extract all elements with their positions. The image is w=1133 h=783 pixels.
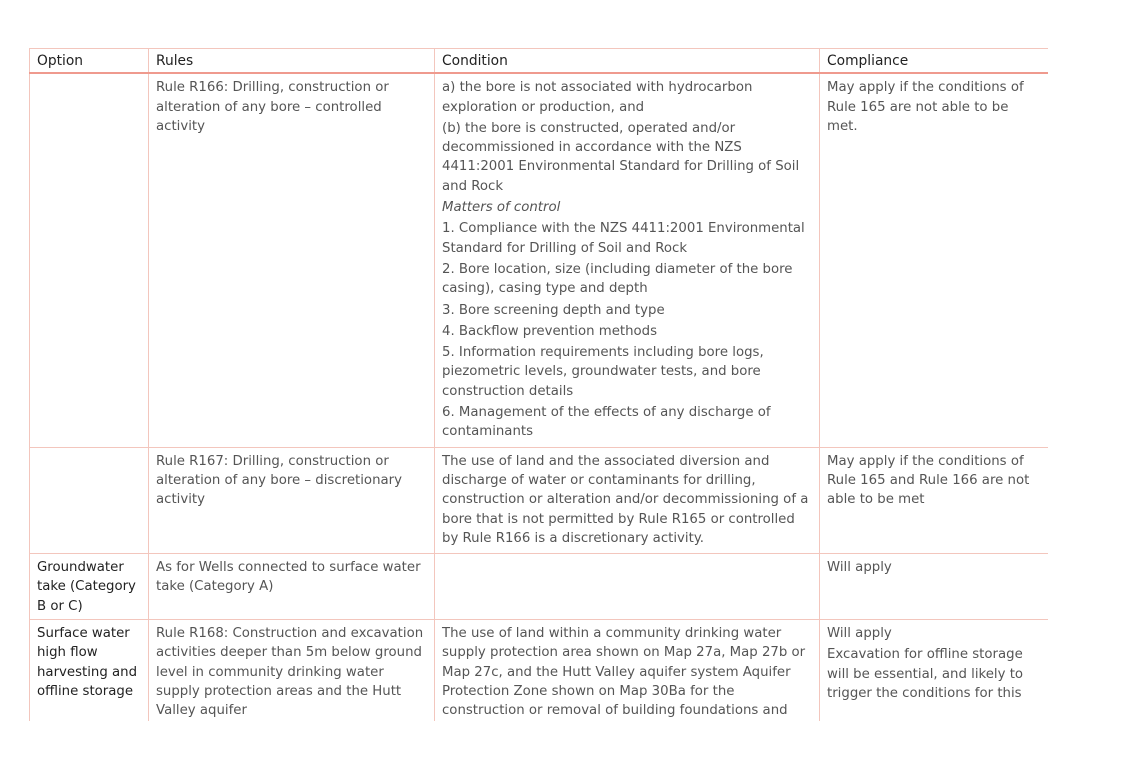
condition-paragraph: The use of land within a community drinking water supply protection area shown on Map 27a, Map 27b or Map 27c, and the Hutt Valley aquifer system Aquifer Protection Zone shown on Map 30Ba for the construction or removal of building foundations and bbox=[442, 626, 806, 719]
rules-table-container bbox=[29, 48, 1048, 721]
condition-list-item: 5. Information requirements including bore logs, piezometric levels, groundwater tests, and bore construction details bbox=[442, 345, 764, 399]
condition-list-item: 6. Management of the effects of any discharge of contaminants bbox=[442, 405, 771, 440]
rules-cell: Rule R167: Drilling, construction or alteration of any bore – discretionary activity bbox=[149, 447, 435, 553]
condition-list-item: 1. Compliance with the NZS 4411:2001 Environmental Standard for Drilling of Soil and Rock bbox=[442, 221, 805, 256]
condition-paragraph: The use of land and the associated diversion and discharge of water or contaminants for drilling, construction or alteration and/or decommissioning of a bore that is not permitted by Rule R165 or controlled by Rule R166 is a discretionary activity. bbox=[442, 453, 809, 546]
table-row bbox=[30, 620, 1049, 721]
header-compliance: Compliance bbox=[820, 49, 1049, 74]
compliance-cell bbox=[820, 620, 1049, 721]
condition-cell bbox=[435, 620, 820, 721]
rules-cell: As for Wells connected to surface water take (Category A) bbox=[149, 554, 435, 620]
compliance-text: Excavation for offline storage will be essential, and likely to trigger the conditions for this bbox=[827, 647, 1024, 701]
condition-cell bbox=[435, 447, 820, 553]
option-cell: Surface water high flow harvesting and offline storage bbox=[30, 620, 149, 721]
rules-cell: Rule R166: Drilling, construction or alteration of any bore – controlled activity bbox=[149, 73, 435, 447]
table-header-row bbox=[30, 49, 1049, 74]
table-row bbox=[30, 447, 1049, 553]
option-cell bbox=[30, 73, 149, 447]
table-row bbox=[30, 554, 1049, 620]
option-cell: Groundwater take (Category B or C) bbox=[30, 554, 149, 620]
compliance-text: May apply if the conditions of Rule 165 and Rule 166 are not able to be met bbox=[827, 453, 1030, 508]
table-row bbox=[30, 73, 1049, 447]
compliance-cell bbox=[820, 554, 1049, 620]
compliance-text: Will apply bbox=[827, 560, 892, 576]
condition-list-item: 3. Bore screening depth and type bbox=[442, 302, 665, 318]
compliance-cell bbox=[820, 73, 1049, 447]
compliance-text: May apply if the conditions of Rule 165 are not able to be met. bbox=[827, 80, 1024, 134]
header-option: Option bbox=[30, 49, 149, 74]
condition-cell bbox=[435, 73, 820, 447]
condition-list-item: 2. Bore location, size (including diameter of the bore casing), casing type and depth bbox=[442, 261, 793, 297]
option-cell bbox=[30, 447, 149, 553]
compliance-cell bbox=[820, 447, 1049, 553]
rules-table bbox=[29, 48, 1048, 721]
header-condition: Condition bbox=[435, 49, 820, 74]
rules-cell: Rule R168: Construction and excavation activities deeper than 5m below ground level in community drinking water supply protection areas and the Hutt Valley aquifer bbox=[149, 620, 435, 721]
condition-paragraph: (b) the bore is constructed, operated and/or decommissioned in accordance with the NZS 4411:2001 Environmental Standard for Drilling of Soil and Rock bbox=[442, 120, 800, 194]
compliance-text: Will apply bbox=[827, 626, 892, 642]
header-rules: Rules bbox=[149, 49, 435, 74]
condition-list-item: 4. Backflow prevention methods bbox=[442, 323, 658, 339]
condition-cell bbox=[435, 554, 820, 620]
condition-paragraph: a) the bore is not associated with hydrocarbon exploration or production, and bbox=[442, 80, 753, 115]
matters-of-control-heading: Matters of control bbox=[442, 200, 561, 216]
